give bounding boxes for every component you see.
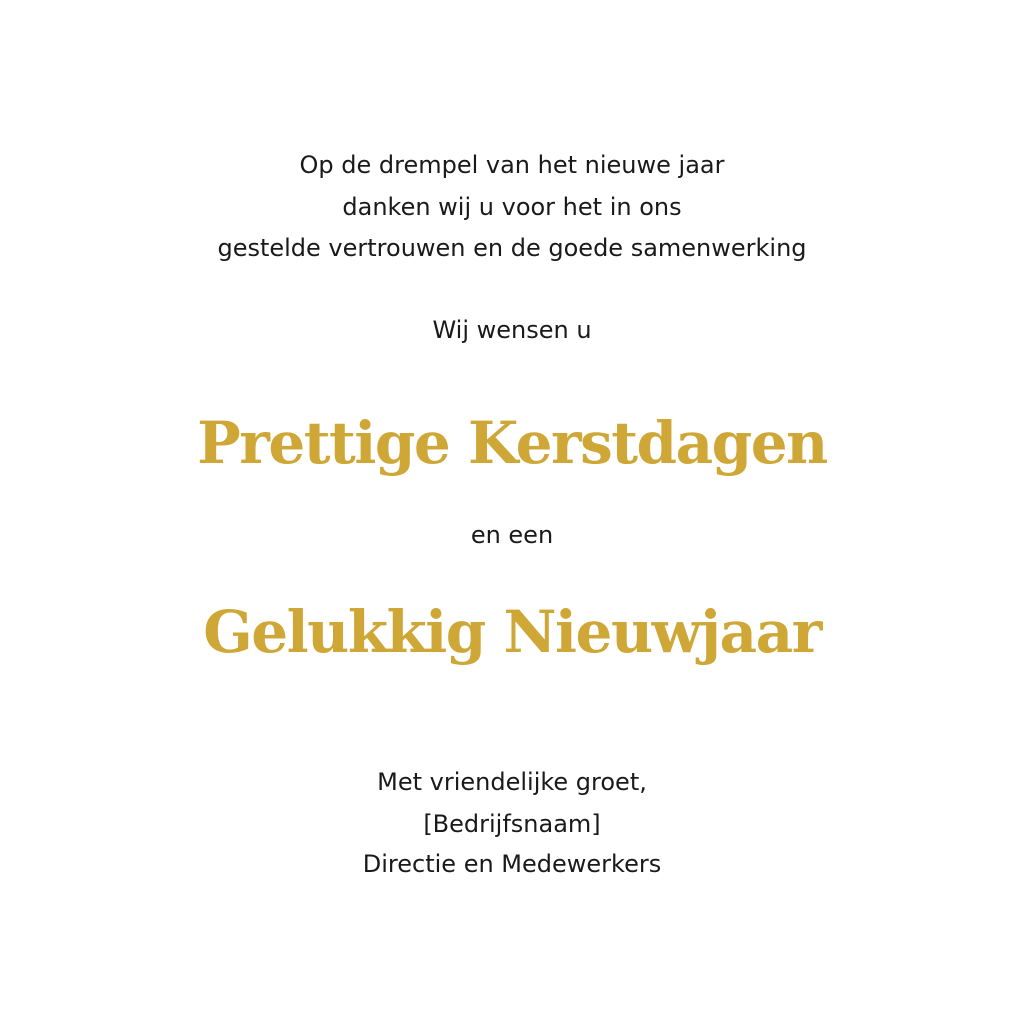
- closing-greeting: Met vriendelijke groet,: [377, 768, 647, 796]
- headline-new-year: Gelukkig Nieuwjaar: [203, 598, 821, 666]
- headline-christmas: Prettige Kerstdagen: [197, 409, 827, 477]
- company-name: [Bedrijfsnaam]: [423, 810, 601, 838]
- wish-intro: Wij wensen u: [432, 316, 592, 344]
- intro-line-1: Op de drempel van het nieuwe jaar: [299, 151, 725, 179]
- intro-line-2: danken wij u voor het in ons: [342, 193, 682, 221]
- intro-line-3: gestelde vertrouwen en de goede samenwerking: [217, 234, 807, 262]
- signature-line: Directie en Medewerkers: [362, 850, 662, 878]
- connector-text: en een: [470, 521, 554, 549]
